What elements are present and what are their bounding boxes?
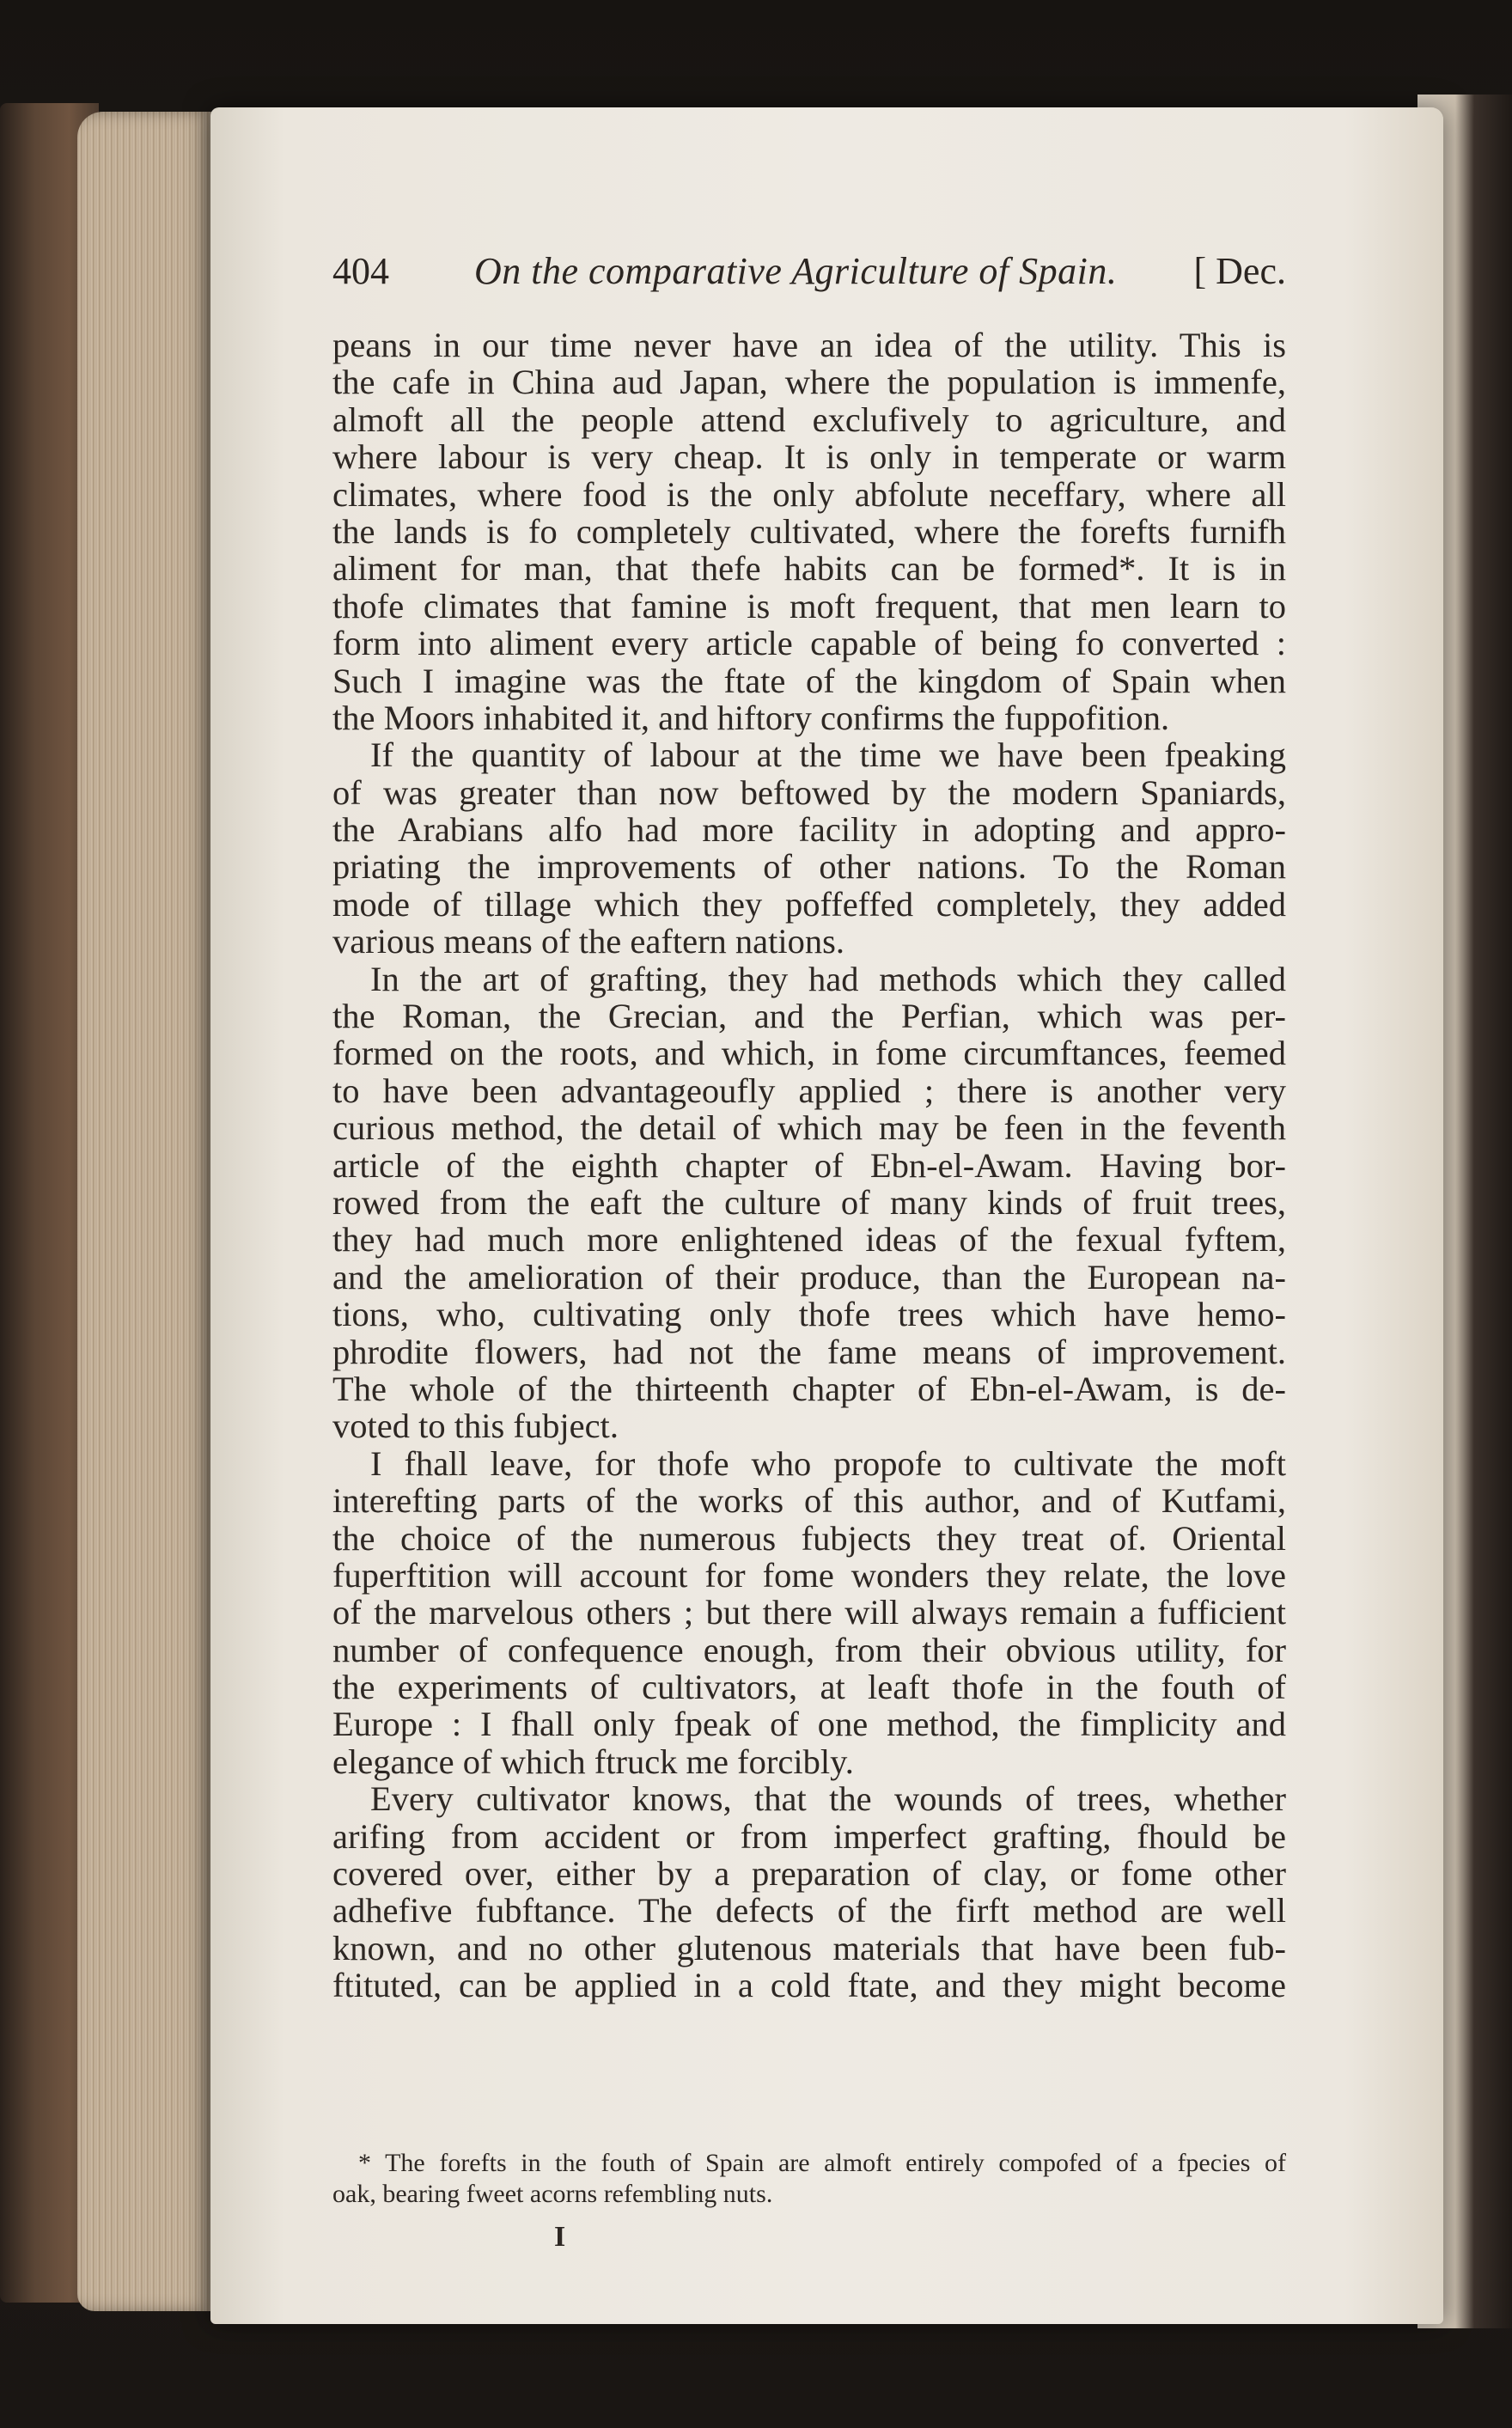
text-line: If the quantity of labour at the time we have been fpeaking bbox=[370, 735, 1286, 775]
text-line: where labour is very cheap. It is only in temperate or warm bbox=[332, 437, 1286, 477]
text-line: the lands is fo completely cultivated, where the forefts furnifh bbox=[332, 511, 1286, 551]
text-line: and the amelioration of their produce, than the European na- bbox=[332, 1257, 1286, 1296]
text-line: the Arabians alfo had more facility in adopting and appro- bbox=[332, 810, 1286, 850]
signature-mark: I bbox=[554, 2221, 566, 2253]
running-date: [ Dec. bbox=[1193, 250, 1286, 292]
page-number: 404 bbox=[332, 250, 389, 292]
book-page bbox=[210, 107, 1443, 2324]
text-line: climates, where food is the only abfolute neceffary, where all bbox=[332, 474, 1286, 514]
text-line: to have been advantageoufly applied ; there is another very bbox=[332, 1071, 1286, 1110]
text-line: the Moors inhabited it, and hiftory confirms the fuppofition. bbox=[332, 698, 1170, 737]
text-line: The whole of the thirteenth chapter of Ebn-el-Awam, is de- bbox=[332, 1369, 1286, 1408]
text-line: form into aliment every article capable of being fo converted : bbox=[332, 624, 1286, 663]
body-text bbox=[332, 326, 1286, 2004]
text-line: the cafe in China aud Japan, where the population is immenfe, bbox=[332, 363, 1286, 402]
running-title: On the comparative Agriculture of Spain. bbox=[474, 250, 1118, 292]
text-line: aliment for man, that thefe habits can be formed*. It is in bbox=[332, 549, 1286, 589]
footnote bbox=[332, 2148, 1286, 2210]
text-line: fuperftition will account for fome wonders they relate, the love bbox=[332, 1555, 1286, 1595]
text-line: covered over, either by a preparation of clay, or fome other bbox=[332, 1854, 1286, 1894]
text-line: Such I imagine was the ftate of the kingdom of Spain when bbox=[332, 661, 1286, 700]
footnote-line: * The forefts in the fouth of Spain are almoft entirely compofed of a fpecies of bbox=[358, 2149, 1286, 2177]
text-line: In the art of grafting, they had methods which they called bbox=[370, 959, 1286, 998]
text-line: Europe : I fhall only fpeak of one method, the fimplicity and bbox=[332, 1705, 1286, 1744]
footnote-line: oak, bearing fweet acorns refembling nuts. bbox=[332, 2180, 773, 2208]
text-line: adhefive fubftance. The defects of the firft method are well bbox=[332, 1891, 1286, 1931]
text-line: they had much more enlightened ideas of the fexual fyftem, bbox=[332, 1220, 1286, 1260]
text-line: almoft all the people attend exclufively to agriculture, and bbox=[332, 400, 1286, 439]
text-line: the experiments of cultivators, at leaft thofe in the fouth of bbox=[332, 1668, 1286, 1707]
text-line: article of the eighth chapter of Ebn-el-Awam. Having bor- bbox=[332, 1145, 1286, 1185]
text-line: elegance of which ftruck me forcibly. bbox=[332, 1742, 854, 1781]
text-line: the choice of the numerous fubjects they treat of. Oriental bbox=[332, 1518, 1286, 1558]
text-line: phrodite flowers, had not the fame means of improvement. bbox=[332, 1332, 1286, 1371]
text-line: ftituted, can be applied in a cold ftate, and they might become bbox=[332, 1966, 1286, 2005]
text-line: tions, who, cultivating only thofe trees which have hemo- bbox=[332, 1295, 1286, 1334]
text-line: peans in our time never have an idea of the utility. This is bbox=[332, 326, 1286, 364]
text-line: number of confequence enough, from their obvious utility, for bbox=[332, 1630, 1286, 1669]
text-line: priating the improvements of other nations. To the Roman bbox=[332, 847, 1286, 887]
text-line: I fhall leave, for thofe who propofe to cultivate the moft bbox=[370, 1443, 1286, 1483]
text-line: arifing from accident or from imperfect grafting, fhould be bbox=[332, 1816, 1286, 1856]
text-line: the Roman, the Grecian, and the Perfian, which was per- bbox=[332, 997, 1286, 1036]
text-line: mode of tillage which they poffeffed completely, they added bbox=[332, 884, 1286, 924]
text-line: various means of the eaftern nations. bbox=[332, 922, 845, 961]
text-line: formed on the roots, and which, in fome circumftances, feemed bbox=[332, 1034, 1286, 1073]
text-line: voted to this fubject. bbox=[332, 1406, 619, 1446]
text-line: interefting parts of the works of this author, and of Kutfami, bbox=[332, 1481, 1286, 1521]
text-line: known, and no other glutenous materials that have been fub- bbox=[332, 1928, 1286, 1967]
text-line: thofe climates that famine is moft frequent, that men learn to bbox=[332, 586, 1286, 625]
text-line: of was greater than now beftowed by the modern Spaniards, bbox=[332, 772, 1286, 812]
text-line: of the marvelous others ; but there will always remain a fufficient bbox=[332, 1593, 1286, 1632]
text-line: rowed from the eaft the culture of many kinds of fruit trees, bbox=[332, 1182, 1286, 1222]
text-line: Every cultivator knows, that the wounds of trees, whether bbox=[370, 1779, 1286, 1819]
text-line: curious method, the detail of which may be feen in the feventh bbox=[332, 1108, 1286, 1148]
page-edges bbox=[77, 112, 215, 2311]
page-header bbox=[332, 249, 1286, 309]
